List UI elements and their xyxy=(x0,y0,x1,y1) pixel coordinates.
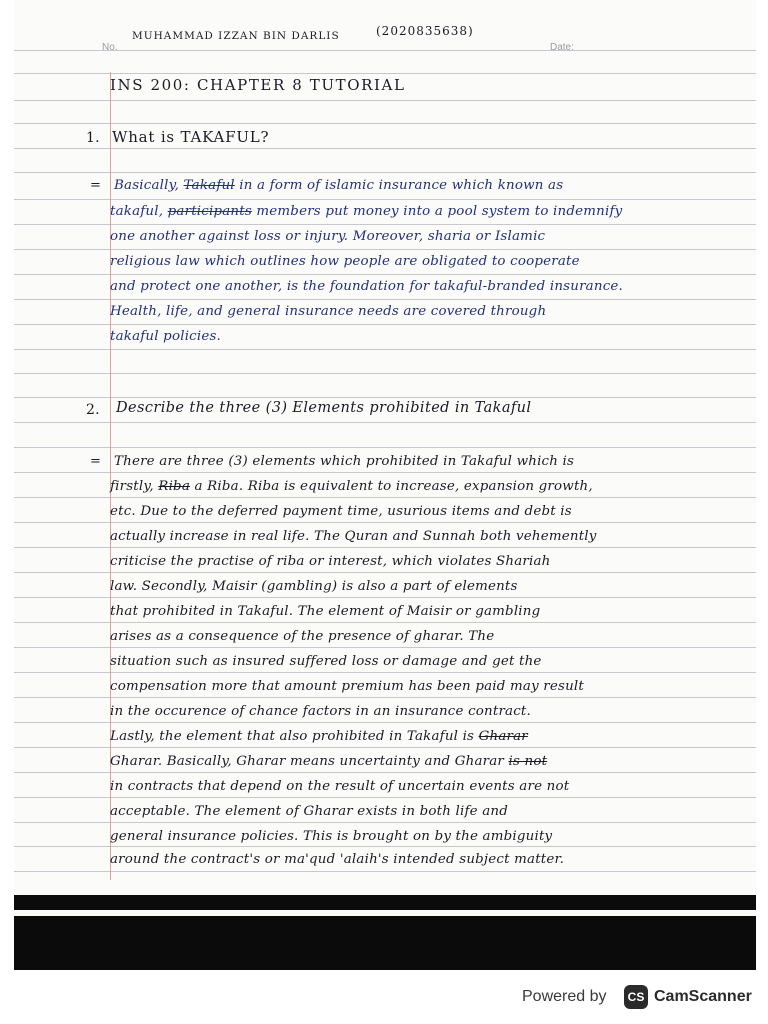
q2-line-15: acceptable. The element of Gharar exists in both life and xyxy=(110,804,508,819)
powered-by-label: Powered by xyxy=(522,988,607,1005)
q1-line-5: and protect one another, is the foundation for takaful-branded insurance. xyxy=(110,279,623,294)
no-label: No. xyxy=(102,42,118,53)
q1-line-1-start: Basically, xyxy=(114,178,180,193)
q2-line-3: etc. Due to the deferred payment time, usurious items and debt is xyxy=(110,504,572,519)
q2-line-9: situation such as insured suffered loss or damage and get the xyxy=(110,654,542,669)
q2-line-1: There are three (3) elements which prohibited in Takaful which is xyxy=(114,454,575,469)
q2-line-10: compensation more that amount premium has been paid may result xyxy=(110,679,584,694)
camscanner-logo-icon xyxy=(624,985,648,1009)
q1-question: What is TAKAFUL? xyxy=(112,128,270,146)
q2-line-13-text: Gharar. Basically, Gharar means uncertainty and Gharar xyxy=(110,754,505,769)
q2-line-17: around the contract's or ma'qud 'alaih's intended subject matter. xyxy=(110,852,565,867)
logo-text: CS xyxy=(627,990,645,1004)
q2-number: 2. xyxy=(86,402,100,418)
scan-band-gap xyxy=(14,910,756,916)
q2-line-16: general insurance policies. This is brought on by the ambiguity xyxy=(110,829,553,844)
q2-line-8: arises as a consequence of the presence of gharar. The xyxy=(110,629,495,644)
q2-line-2-start: firstly, xyxy=(110,479,154,494)
q2-line-12 xyxy=(110,727,528,747)
q1-marker: = xyxy=(90,178,102,193)
scan-shadow-band xyxy=(14,895,756,970)
q1-line-3: one another against loss or injury. Moreover, sharia or Islamic xyxy=(110,229,546,244)
q2-line-12-text: Lastly, the element that also prohibited in Takaful is xyxy=(110,729,475,744)
q2-marker: = xyxy=(90,454,102,469)
q2-line-2 xyxy=(110,477,593,497)
q1-line-2-rest: members put money into a pool system to indemnify xyxy=(256,204,623,219)
date-label: Date: xyxy=(550,42,574,53)
q2-line-14: in contracts that depend on the result of uncertain events are not xyxy=(110,779,570,794)
page-title: INS 200: CHAPTER 8 TUTORIAL xyxy=(110,76,406,94)
notebook-page xyxy=(14,0,756,970)
q1-struck-word-1: Takaful xyxy=(183,178,235,193)
q1-line-1 xyxy=(114,176,563,196)
q1-line-4: religious law which outlines how people are obligated to cooperate xyxy=(110,254,580,269)
camscanner-brand: CamScanner xyxy=(654,988,752,1005)
q1-line-1-rest: in a form of islamic insurance which known as xyxy=(239,178,564,193)
q1-line-7: takaful policies. xyxy=(110,329,222,344)
q2-line-2-rest: a Riba. Riba is equivalent to increase, expansion growth, xyxy=(194,479,593,494)
q2-struck-word-1: Riba xyxy=(158,479,191,494)
student-name: MUHAMMAD IZZAN BIN DARLIS xyxy=(132,30,340,42)
q2-line-5: criticise the practise of riba or interest, which violates Shariah xyxy=(110,554,551,569)
q1-line-2-start: takaful, xyxy=(110,204,164,219)
q2-line-7: that prohibited in Takaful. The element of Maisir or gambling xyxy=(110,604,541,619)
student-id: (2020835638) xyxy=(376,24,474,38)
q2-line-13 xyxy=(110,752,547,772)
q2-struck-word-2: Gharar xyxy=(478,729,528,744)
footer xyxy=(0,970,768,1024)
q2-line-6: law. Secondly, Maisir (gambling) is also a part of elements xyxy=(110,579,518,594)
q1-line-2 xyxy=(110,202,622,222)
q1-number: 1. xyxy=(86,130,100,146)
q2-line-4: actually increase in real life. The Quran and Sunnah both vehemently xyxy=(110,529,597,544)
q2-line-11: in the occurence of chance factors in an insurance contract. xyxy=(110,704,531,719)
q1-line-6: Health, life, and general insurance needs are covered through xyxy=(110,304,547,319)
q2-struck-word-3: is not xyxy=(508,754,548,769)
q2-question: Describe the three (3) Elements prohibited in Takaful xyxy=(116,400,532,416)
q1-struck-word-2: participants xyxy=(167,204,252,219)
